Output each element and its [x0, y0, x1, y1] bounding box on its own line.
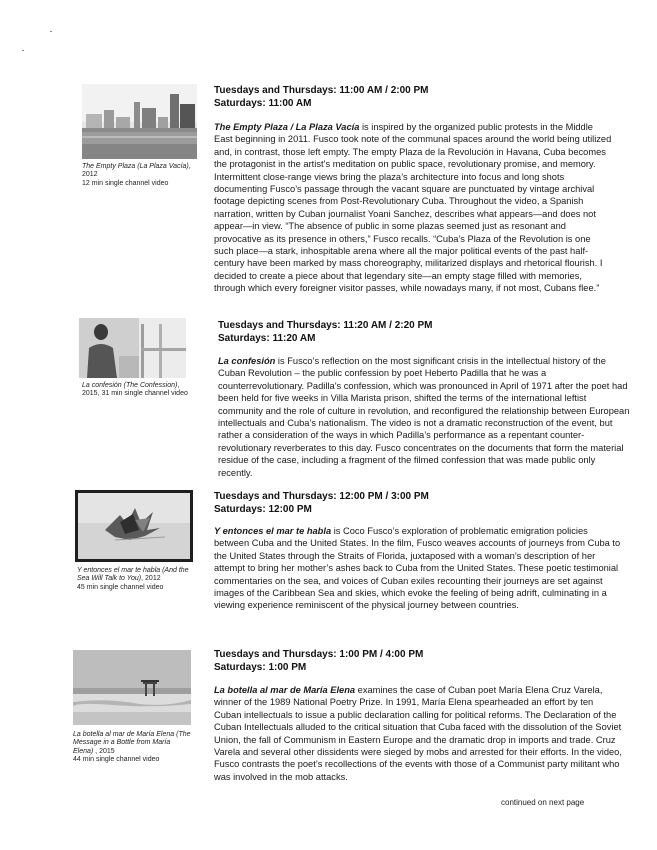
video-title: La botella al mar de María Elena	[214, 685, 356, 695]
caption-title: The Empty Plaza (La Plaza Vacía)	[82, 163, 189, 170]
video-title: The Empty Plaza / La Plaza Vacía	[214, 122, 360, 132]
schedule-saturdays: Saturdays: 11:00 AM	[214, 98, 312, 109]
video-caption	[73, 731, 191, 765]
caption-title: La confesión (The Confession)	[82, 382, 178, 389]
schedule-saturdays: Saturdays: 11:20 AM	[218, 333, 316, 344]
description-text: is Fusco’s reflection on the most significant crisis in the intellectual history of the Cuban Revolution – the public confession by poet Heberto Padilla that he was a counterrevolutionary. Padilla’s confession, which was pronounced in April of 1971 after the poet had been held for five weeks in Villa Marista prison, shifted the terms of the international leftist community and the role of culture in revolution, and reconfigured the relationship between European intellectuals and Cuba’s nationalism. The video is not a dramatic reconstruction of the event, but rather a consideration of the ways in which Padilla’s performance as a repentant counter-revolutionary reverberates to this day. Fusco concentrates on the documents that form the material residue of the case, including a fragment of the filmed confession that was made public only recently.	[218, 356, 630, 478]
caption-detail: 12 min single channel video	[82, 179, 169, 187]
caption-detail: 2015, 31 min single channel video	[82, 390, 188, 398]
screening-schedule	[214, 84, 429, 110]
video-description	[214, 121, 612, 295]
video-caption	[82, 382, 202, 399]
description-text: is Coco Fusco’s exploration of problematic emigration policies between Cuba and the United States. In the film, Fusco weaves accounts of journeys from Cuba to the United States through the Straits of Florida, juxtaposed with a woman’s description of her attempt to bring her mother’s ashes back to Cuba from the United States. These poetic testimonial commentaries on the sea, and voices of Cuban exiles recounting their journeys are set against images of the Caribbean Sea and skies, which evoke the feeling of being adrift, culminating in a viewing experience reminiscent of the physical journey between countries.	[214, 526, 621, 611]
video-thumbnail-la-confesion	[79, 318, 186, 378]
caption-year: , 2015	[93, 747, 115, 755]
video-description	[218, 355, 630, 479]
description-text: is inspired by the organized public protests in the Middle East beginning in 2011. Fusco took note of the communal spaces around the world being utilized and, in contrast, those left empty. The empty Plaza de la Revolución in Havana, Cuba becomes the protagonist in the artist’s meditation on public space, revolutionary promise, and memory. Intermittent close-range views bring the plaza’s architecture into focus and long shots documenting Fusco’s passage through the vacant square are punctuated by vintage archival footage depicting scenes from Post-Revolutionary Cuba. Throughout the video, a Spanish narration, written by Cuban journalist Yoani Sanchez, describes what appears—and does not appear—in view. “The absence of public in some plazas seemed just as resonant and provocative as its presence in others,” Fusco recalls. “Cuba’s Plaza of the Revolution is one such place—a stark, inhospitable arena where all the major political events of the past half-century have been marked by mass choreography, militarized displays and rhetorical flourish. I decided to create a piece about that legendary site—an empty stage filled with memories, through which every foreigner visitor passes, while nowadays many, if not most, Cubans flee.”	[214, 122, 612, 294]
caption-title: Y entonces el mar te habla (And the Sea Will Talk to You)	[77, 567, 189, 583]
video-thumbnail-empty-plaza	[82, 84, 197, 159]
scan-speck	[22, 50, 24, 51]
screening-schedule	[214, 490, 429, 516]
caption-year: , 2012	[141, 575, 161, 583]
schedule-weekdays: Tuesdays and Thursdays: 11:20 AM / 2:20 PM	[218, 320, 433, 331]
scan-speck	[50, 31, 52, 32]
schedule-weekdays: Tuesdays and Thursdays: 11:00 AM / 2:00 PM	[214, 85, 429, 96]
video-title: La confesión	[218, 356, 276, 366]
screening-schedule	[214, 648, 423, 674]
caption-year: ,	[177, 382, 180, 389]
video-description	[214, 525, 624, 612]
schedule-weekdays: Tuesdays and Thursdays: 12:00 PM / 3:00 PM	[214, 491, 429, 502]
caption-year: , 2012	[82, 163, 191, 179]
screening-schedule	[218, 319, 433, 345]
video-caption	[77, 567, 195, 592]
video-description	[214, 684, 622, 783]
caption-title: La botella al mar de María Elena (The Message in a Bottle from María Elena)	[73, 731, 191, 755]
video-thumbnail-y-entonces-el-mar	[75, 490, 193, 562]
video-title: Y entonces el mar te habla	[214, 526, 332, 536]
video-caption	[82, 163, 194, 188]
schedule-saturdays: Saturdays: 12:00 PM	[214, 504, 312, 515]
video-thumbnail-la-botella	[73, 650, 191, 725]
schedule-weekdays: Tuesdays and Thursdays: 1:00 PM / 4:00 PM	[214, 649, 424, 660]
description-text: examines the case of Cuban poet María Elena Cruz Varela, winner of the 1989 National Poetry Prize. In 1991, María Elena spearheaded an effort by ten Cuban intellectuals to issue a public declaration calling for political reforms. The Declaration of the Cuban Intellectuals alluded to the critical situation that Cuba faced with the dissolution of the Soviet Union, the fall of Communism in Eastern Europe and the dramatic drop in imports and trade. Cruz Varela and several other dissidents were sieged by mobs and arrested for their efforts. In the video, Fusco contrasts the poet’s recollections of the events with those of a Communist party militant who was involved in the mob attacks.	[214, 685, 622, 782]
caption-detail: 44 min single channel video	[73, 756, 160, 764]
caption-detail: 45 min single channel video	[77, 583, 164, 591]
schedule-saturdays: Saturdays: 1:00 PM	[214, 662, 307, 673]
continued-note: continued on next page	[501, 798, 585, 807]
